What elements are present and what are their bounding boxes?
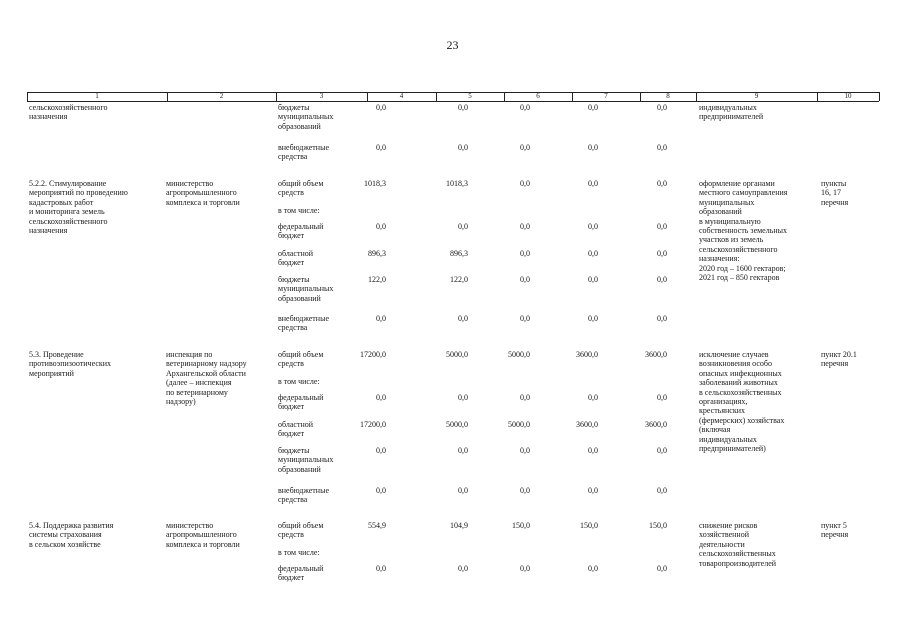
row-5-2-2-including-label: в том числе: — [278, 206, 320, 215]
row-5-2-2-value: 0,0 — [588, 314, 598, 323]
row-5-4-value: 0,0 — [458, 564, 468, 573]
row-5-2-2-value: 0,0 — [520, 275, 530, 284]
row-5-2-2-value: 1018,3 — [364, 179, 386, 188]
row-5-3-value: 0,0 — [657, 446, 667, 455]
column-header-7: 7 — [604, 92, 608, 100]
row-5-2-2-value: 0,0 — [588, 249, 598, 258]
header-bottom-rule — [27, 101, 879, 102]
row-5-3-value: 0,0 — [588, 486, 598, 495]
row-5-4-value: 150,0 — [649, 521, 667, 530]
row-5-2-2-value: 0,0 — [458, 222, 468, 231]
row-5-4-funding-source: общий объем средств — [278, 521, 324, 540]
row-5-3-value: 3600,0 — [576, 420, 598, 429]
column-header-6: 6 — [536, 92, 540, 100]
column-header-4: 4 — [399, 92, 404, 100]
row-5-2-2-value: 0,0 — [657, 275, 667, 284]
column-header-5: 5 — [468, 92, 472, 100]
row-5-2-2-value: 1018,3 — [446, 179, 468, 188]
row-5-2-2-value: 0,0 — [657, 222, 667, 231]
row-5-4-value: 150,0 — [580, 521, 598, 530]
row-5-2-2-value: 0,0 — [588, 275, 598, 284]
row-5-4-funding-source: федеральный бюджет — [278, 564, 324, 583]
row-5-4-reference: пункт 5 перечня — [821, 521, 849, 540]
row-5-3-value: 5000,0 — [508, 420, 530, 429]
row-5-2-2-value: 0,0 — [588, 179, 598, 188]
row-5-2-2-value: 0,0 — [520, 222, 530, 231]
continued-row-value: 0,0 — [376, 143, 386, 152]
row-5-4-value: 0,0 — [520, 564, 530, 573]
row-5-4-executor: министерство агропромышленного комплекса и торговли — [166, 521, 240, 549]
row-5-2-2-value: 0,0 — [657, 179, 667, 188]
row-5-3-activity: 5.3. Проведение противоэпизоотических мероприятий — [29, 350, 112, 378]
continued-row-value: 0,0 — [458, 143, 468, 152]
row-5-3-result: исключение случаев возникновения особо опасных инфекционных заболеваний животных в сельскохозяйственных организациях, крестьянских (фермерских) хозяйствах (включая индивидуальных предпринимателей) — [699, 350, 785, 454]
row-5-3-value: 0,0 — [458, 393, 468, 402]
row-5-4-value: 0,0 — [657, 564, 667, 573]
row-5-3-value: 0,0 — [657, 486, 667, 495]
continued-row-funding-source: бюджеты муниципальных образований — [278, 103, 334, 131]
continued-row-value: 0,0 — [458, 103, 468, 112]
row-5-3-funding-source: бюджеты муниципальных образований — [278, 446, 334, 474]
row-5-2-2-value: 122,0 — [368, 275, 386, 284]
row-5-2-2-activity: 5.2.2. Стимулирование мероприятий по проведению кадастровых работ и мониторинга земель сельскохозяйственного назначения — [29, 179, 128, 236]
row-5-3-including-label: в том числе: — [278, 377, 320, 386]
row-5-3-value: 0,0 — [520, 393, 530, 402]
row-5-3-value: 5000,0 — [508, 350, 530, 359]
row-5-2-2-value: 896,3 — [368, 249, 386, 258]
row-5-2-2-result: оформление органами местного самоуправления муниципальных образований в муниципальную собственность земельных участков из земель сельскохозяйственного назначения: 2020 год – 1600 гектаров; 2021 год – 850 гектаров — [699, 179, 788, 283]
row-5-2-2-funding-source: общий объем средств — [278, 179, 324, 198]
row-5-3-executor: инспекция по ветеринарному надзору Архангельской области (далее – инспекция по ветеринарному надзору) — [166, 350, 247, 407]
column-header-3: 3 — [319, 92, 324, 100]
row-5-3-value: 3600,0 — [645, 420, 667, 429]
row-5-3-value: 0,0 — [588, 393, 598, 402]
row-5-2-2-value: 0,0 — [376, 314, 386, 323]
row-5-2-2-value: 0,0 — [458, 314, 468, 323]
row-5-3-funding-source: федеральный бюджет — [278, 393, 324, 412]
row-5-4-including-label: в том числе: — [278, 548, 320, 557]
row-5-2-2-value: 0,0 — [657, 249, 667, 258]
continued-row-activity: сельскохозяйственного назначения — [29, 103, 108, 122]
continued-row-funding-source: внебюджетные средства — [278, 143, 329, 162]
row-5-4-result: снижение рисков хозяйственной деятельности сельскохозяйственных товаропроизводителей — [699, 521, 777, 568]
row-5-2-2-funding-source: федеральный бюджет — [278, 222, 324, 241]
row-5-3-value: 0,0 — [376, 446, 386, 455]
row-5-3-value: 5000,0 — [446, 420, 468, 429]
row-5-2-2-value: 0,0 — [376, 222, 386, 231]
row-5-3-funding-source: внебюджетные средства — [278, 486, 329, 505]
row-5-4-value: 150,0 — [512, 521, 530, 530]
column-header-9: 9 — [754, 92, 759, 100]
row-5-3-value: 3600,0 — [576, 350, 598, 359]
row-5-4-activity: 5.4. Поддержка развития системы страхования в сельском хозяйстве — [29, 521, 114, 549]
row-5-2-2-value: 0,0 — [520, 249, 530, 258]
continued-row-value: 0,0 — [657, 143, 667, 152]
row-5-3-funding-source: общий объем средств — [278, 350, 324, 369]
row-5-3-value: 17200,0 — [360, 420, 386, 429]
continued-row-value: 0,0 — [588, 143, 598, 152]
continued-row-value: 0,0 — [657, 103, 667, 112]
row-5-2-2-reference: пункты 16, 17 перечня — [821, 179, 849, 207]
row-5-2-2-funding-source: областной бюджет — [278, 249, 314, 268]
column-header-1: 1 — [95, 92, 99, 100]
continued-row-value: 0,0 — [520, 143, 530, 152]
row-5-2-2-value: 0,0 — [588, 222, 598, 231]
row-5-3-value: 0,0 — [520, 446, 530, 455]
continued-row-value: 0,0 — [520, 103, 530, 112]
row-5-3-value: 17200,0 — [360, 350, 386, 359]
row-5-2-2-executor: министерство агропромышленного комплекса и торговли — [166, 179, 240, 207]
row-5-2-2-value: 0,0 — [520, 179, 530, 188]
column-divider — [879, 92, 880, 101]
row-5-3-value: 0,0 — [458, 486, 468, 495]
continued-row-value: 0,0 — [376, 103, 386, 112]
continued-row-result: индивидуальных предпринимателей — [699, 103, 764, 122]
row-5-3-reference: пункт 20.1 перечня — [821, 350, 857, 369]
column-header-10: 10 — [844, 92, 852, 100]
continued-row-value: 0,0 — [588, 103, 598, 112]
column-header-8: 8 — [666, 92, 670, 100]
row-5-3-value: 0,0 — [588, 446, 598, 455]
row-5-3-value: 0,0 — [376, 486, 386, 495]
row-5-2-2-value: 122,0 — [450, 275, 468, 284]
row-5-2-2-value: 0,0 — [657, 314, 667, 323]
row-5-3-value: 3600,0 — [645, 350, 667, 359]
row-5-2-2-funding-source: бюджеты муниципальных образований — [278, 275, 334, 303]
row-5-3-value: 0,0 — [458, 446, 468, 455]
row-5-3-funding-source: областной бюджет — [278, 420, 314, 439]
column-header-2: 2 — [219, 92, 224, 100]
row-5-2-2-value: 896,3 — [450, 249, 468, 258]
row-5-4-value: 104,9 — [450, 521, 468, 530]
row-5-3-value: 0,0 — [520, 486, 530, 495]
row-5-4-value: 0,0 — [588, 564, 598, 573]
row-5-3-value: 5000,0 — [446, 350, 468, 359]
page-number: 23 — [446, 38, 459, 52]
row-5-3-value: 0,0 — [376, 393, 386, 402]
row-5-2-2-funding-source: внебюджетные средства — [278, 314, 329, 333]
row-5-4-value: 0,0 — [376, 564, 386, 573]
row-5-3-value: 0,0 — [657, 393, 667, 402]
row-5-2-2-value: 0,0 — [520, 314, 530, 323]
row-5-4-value: 554,9 — [368, 521, 386, 530]
